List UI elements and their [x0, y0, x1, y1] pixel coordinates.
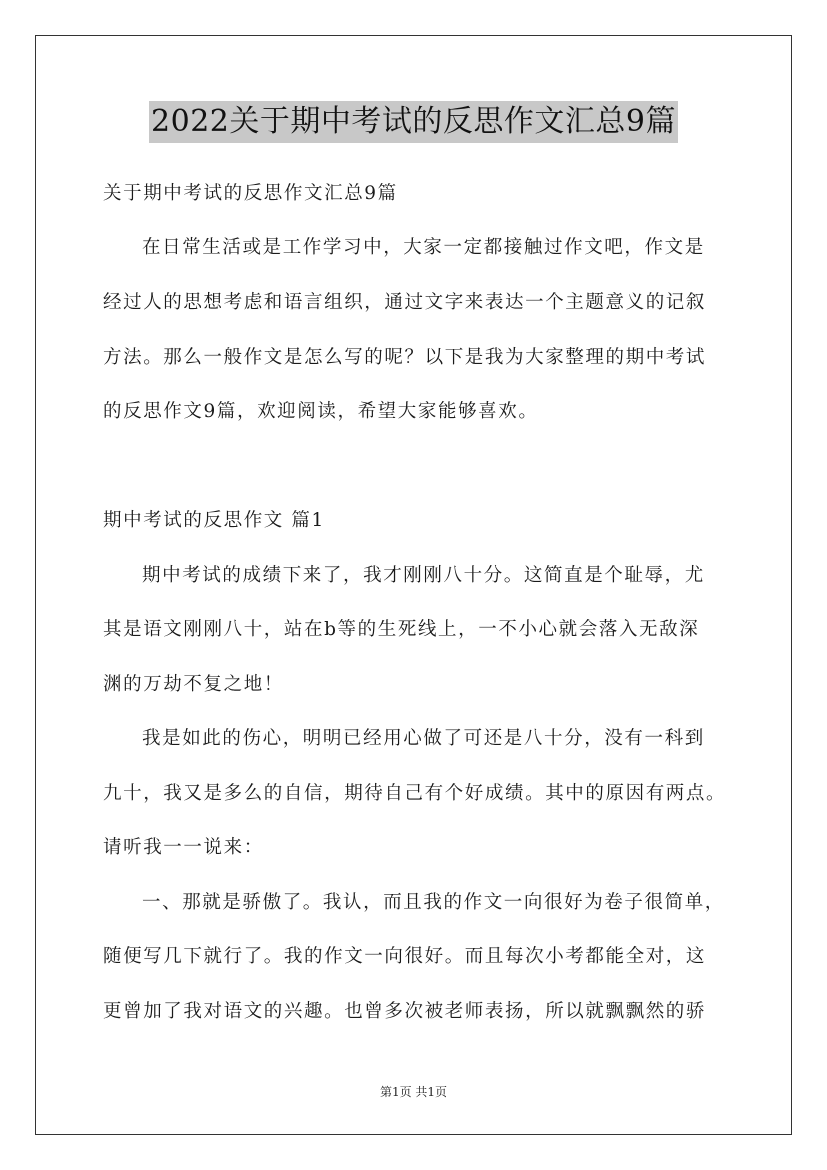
- paragraph-line: 方法。那么一般作文是怎么写的呢？以下是我为大家整理的期中考试: [103, 347, 707, 368]
- paragraph-line: 期中考试的成绩下来了，我才刚刚八十分。这简直是个耻辱，尤: [142, 565, 705, 586]
- paragraph-line: 随便写几下就行了。我的作文一向很好。而且每次小考都能全对，这: [103, 946, 707, 967]
- paragraph-line: 的反思作文9篇，欢迎阅读，希望大家能够喜欢。: [103, 401, 539, 422]
- paragraph-line: 我是如此的伤心，明明已经用心做了可还是八十分，没有一科到: [142, 728, 705, 749]
- paragraph-line: 请听我一一说来：: [103, 837, 264, 858]
- paragraph-line: 在日常生活或是工作学习中，大家一定都接触过作文吧，作文是: [142, 237, 705, 258]
- document-title: 2022关于期中考试的反思作文汇总9篇: [149, 101, 678, 143]
- paragraph-line: 其是语文刚刚八十，站在b等的生死线上，一不小心就会落入无敌深: [103, 619, 700, 640]
- paragraph-line: 渊的万劫不复之地！: [103, 674, 284, 695]
- paragraph-line: 更曾加了我对语文的兴趣。也曾多次被老师表扬，所以就飘飘然的骄: [103, 1001, 707, 1022]
- subtitle-line: 关于期中考试的反思作文汇总9篇: [103, 183, 398, 204]
- page-footer: 第1页 共1页: [379, 1085, 448, 1099]
- paragraph-line: 一、那就是骄傲了。我认，而且我的作文一向很好为卷子很简单，: [142, 892, 725, 913]
- title-container: [0, 101, 827, 143]
- section-heading: 期中考试的反思作文 篇1: [103, 510, 325, 531]
- paragraph-line: 九十，我又是多么的自信，期待自己有个好成绩。其中的原因有两点。: [103, 783, 727, 804]
- paragraph-line: 经过人的思想考虑和语言组织，通过文字来表达一个主题意义的记叙: [103, 292, 707, 313]
